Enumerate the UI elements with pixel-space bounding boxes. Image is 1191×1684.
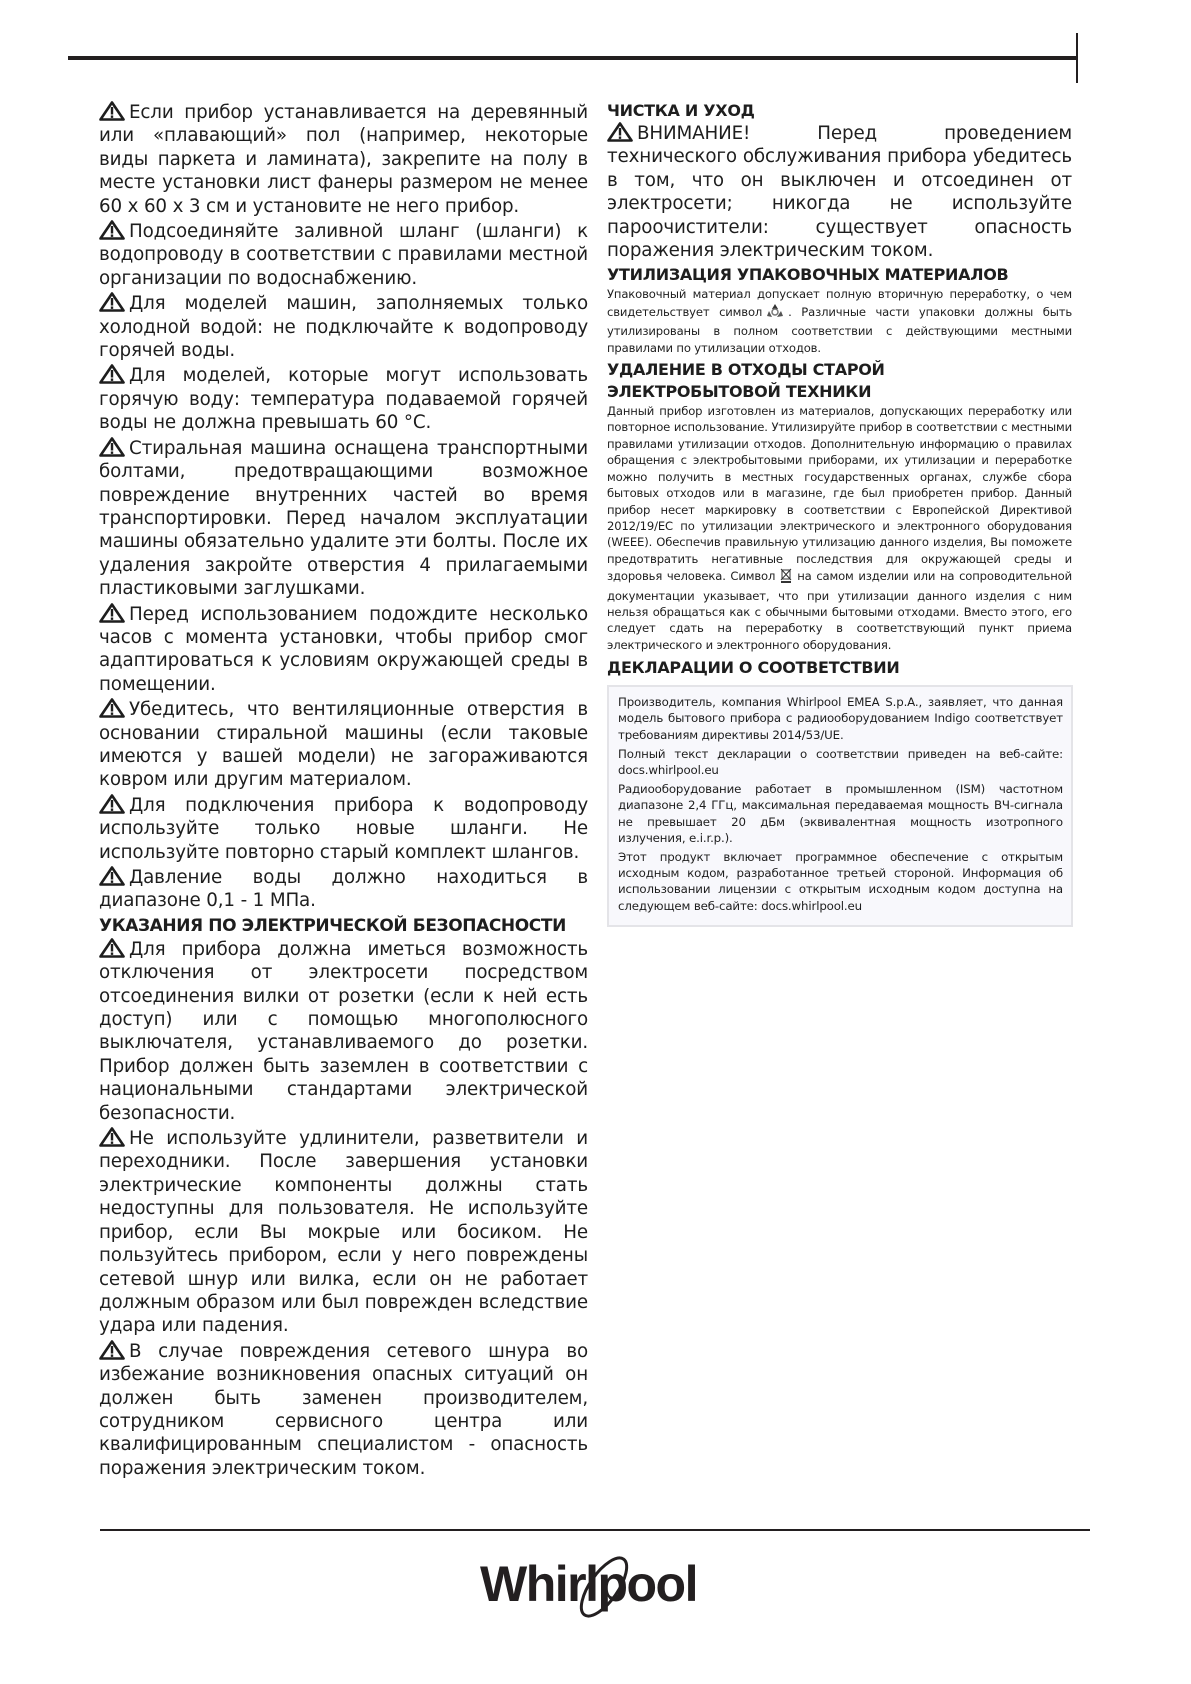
warning-icon	[99, 1340, 125, 1360]
warning-paragraph: Для моделей, которые могут использовать горячую воду: температура подаваемой горячей воды не должна превышать 60 °C.	[99, 365, 588, 434]
warning-paragraph: Не используйте удлинители, разветвители и переходники. После завершения установки электрические компоненты должны стать недоступны для пользователя. Не используйте прибор, если Вы мокрые или босиком. Не пользуйтесь прибором, если у него повреждены сетевой шнур или вилка, если он не работает должным образом или был поврежден вследствие удара или падения.	[99, 1128, 588, 1337]
logo-swoosh-icon	[480, 1545, 710, 1635]
warning-icon	[99, 220, 125, 240]
warning-paragraph: Если прибор устанавливается на деревянный или «плавающий» пол (например, некоторые виды паркета и ламината), закрепите на полу в месте установки лист фанеры размером не менее 60 x 60 x 3 см и установите не него прибор.	[99, 102, 588, 217]
declaration-paragraph: Этот продукт включает программное обеспечение с открытым исходным кодом, разработанное третьей стороной. Информация об использовании лицензии с открытым исходным кодом доступна на следующем веб-сайте: docs.whirlpool.eu	[618, 849, 1063, 913]
declaration-paragraph: Полный текст декларации о соответствии приведен на веб-сайте: docs.whirlpool.eu	[618, 746, 1063, 777]
packaging-paragraph: Упаковочный материал допускает полную вторичную переработку, о чем свидетельствует символ . Различные части упаковки должны быть утилизированы в полном соответствии с действующими местными правилами по утилизации отходов.	[607, 287, 1072, 355]
section-packaging	[607, 264, 1072, 356]
warning-paragraph: Убедитесь, что вентиляционные отверстия в основании стиральной машины (если таковые имеются у вашей модели) не загораживаются ковром или другим материалом.	[99, 699, 588, 791]
header-rule	[68, 56, 1078, 60]
warning-icon	[99, 866, 125, 886]
warning-icon	[99, 603, 125, 623]
section-cleaning	[607, 100, 1072, 262]
warning-paragraph: Стиральная машина оснащена транспортными болтами, предотвращающими возможное повреждение внутренних частей во время транспортировки. Перед началом эксплуатации машины обязательно удалите эти болты. После их удаления закройте отверстия 4 прилагаемыми пластиковыми заглушками.	[99, 437, 588, 600]
warning-icon	[99, 101, 125, 121]
warning-paragraph: Для моделей машин, заполняемых только холодной водой: не подключайте к водопроводу горячей воды.	[99, 293, 588, 362]
disposal-paragraph: Данный прибор изготовлен из материалов, допускающих переработку или повторное использование. Утилизируйте прибор в соответствии с местными правилами утилизации отходов. Дополнительную информацию о правилах обращения с электробытовыми приборами, их утилизации и переработке можно получить в местных государственных органах, службе сбора бытовых отходов или в магазине, где был приобретен прибор. Данный прибор несет маркировку в соответствии с Европейской Директивой 2012/19/EC по утилизации электрического и электронного оборудования (WEEE). Обеспечив правильную утилизацию данного изделия, Вы поможете предотвратить негативные последствия для окружающей среды и здоровья человека. Символ на самом изделии или на сопроводительной документации указывает, что при утилизации данного изделия с ним нельзя обращаться как с обычными бытовыми отходами. Вместо этого, его следует сдать на переработку в соответствующий пункт приема электрического и электронного оборудования.	[607, 404, 1072, 652]
section-heading-packaging: УТИЛИЗАЦИЯ УПАКОВОЧНЫХ МАТЕРИАЛОВ	[607, 265, 1009, 285]
warning-icon	[99, 364, 125, 384]
section-disposal	[607, 359, 1072, 653]
warning-paragraph: Давление воды должно находиться в диапазоне 0,1 - 1 МПа.	[99, 867, 588, 912]
declaration-paragraph: Производитель, компания Whirlpool EMEA S.p.A., заявляет, что данная модель бытового прибора с радиооборудованием Indigo соответствует требованиям директивы 2014/53/UE.	[618, 695, 1063, 742]
left-column	[99, 101, 588, 1482]
crossed-bin-icon	[779, 567, 793, 587]
right-column	[607, 100, 1072, 927]
recycle-icon	[766, 303, 784, 323]
declaration-box	[607, 685, 1073, 927]
warning-icon	[99, 698, 125, 718]
warning-paragraph: ВНИМАНИЕ! Перед проведением технического обслуживания прибора убедитесь в том, что он выключен и отсоединен от электросети; никогда не используйте пароочистители: существует опасность поражения электрическим током.	[607, 123, 1072, 262]
footer-rule	[100, 1529, 1090, 1531]
section-heading-disposal: УДАЛЕНИЕ В ОТХОДЫ СТАРОЙ ЭЛЕКТРОБЫТОВОЙ ТЕХНИКИ	[607, 360, 885, 402]
header-page-tick	[1076, 33, 1078, 83]
section-heading-cleaning: ЧИСТКА И УХОД	[607, 101, 755, 120]
warning-icon	[607, 122, 633, 142]
warning-paragraph: Для прибора должна иметься возможность отключения от электросети посредством отсоединения вилки от розетки (если к ней есть доступ) или с помощью многополюсного выключателя, устанавливаемого до розетки. Прибор должен быть заземлен в соответствии с национальными стандартами электрической безопасности.	[99, 938, 588, 1124]
section-heading-electrical-safety: УКАЗАНИЯ ПО ЭЛЕКТРИЧЕСКОЙ БЕЗОПАСНОСТИ	[99, 915, 566, 936]
warning-icon	[99, 437, 125, 457]
brand-wordmark: Whirlpool	[480, 1556, 697, 1612]
warning-paragraph: Перед использованием подождите несколько часов с момента установки, чтобы прибор смог адаптироваться к условиям окружающей среды в помещении.	[99, 603, 588, 695]
declaration-paragraph: Радиооборудование работает в промышленном (ISM) частотном диапазоне 2,4 ГГц, максимальная передаваемая мощность ВЧ-сигнала не превышает 20 дБм (эквивалентная мощность изотропного излучения, e.i.r.p.).	[618, 782, 1063, 845]
section-declaration	[607, 657, 1072, 927]
warning-icon	[99, 938, 125, 958]
warning-icon	[99, 292, 125, 312]
warning-icon	[99, 794, 125, 814]
warning-paragraph: Подсоединяйте заливной шланг (шланги) к водопроводу в соответствии с правилами местной организации по водоснабжению.	[99, 221, 588, 289]
warning-paragraph: Для подключения прибора к водопроводу используйте только новые шланги. Не используйте повторно старый комплект шлангов.	[99, 794, 588, 863]
warning-paragraph: В случае повреждения сетевого шнура во избежание возникновения опасных ситуаций он должен быть заменен производителем, сотрудником сервисного центра или квалифицированным специалистом - опасность поражения электрическим током.	[99, 1340, 588, 1479]
section-heading-declaration: ДЕКЛАРАЦИИ О СООТВЕТСТВИИ	[607, 658, 900, 678]
warning-icon	[99, 1127, 125, 1147]
whirlpool-logo	[480, 1545, 710, 1635]
